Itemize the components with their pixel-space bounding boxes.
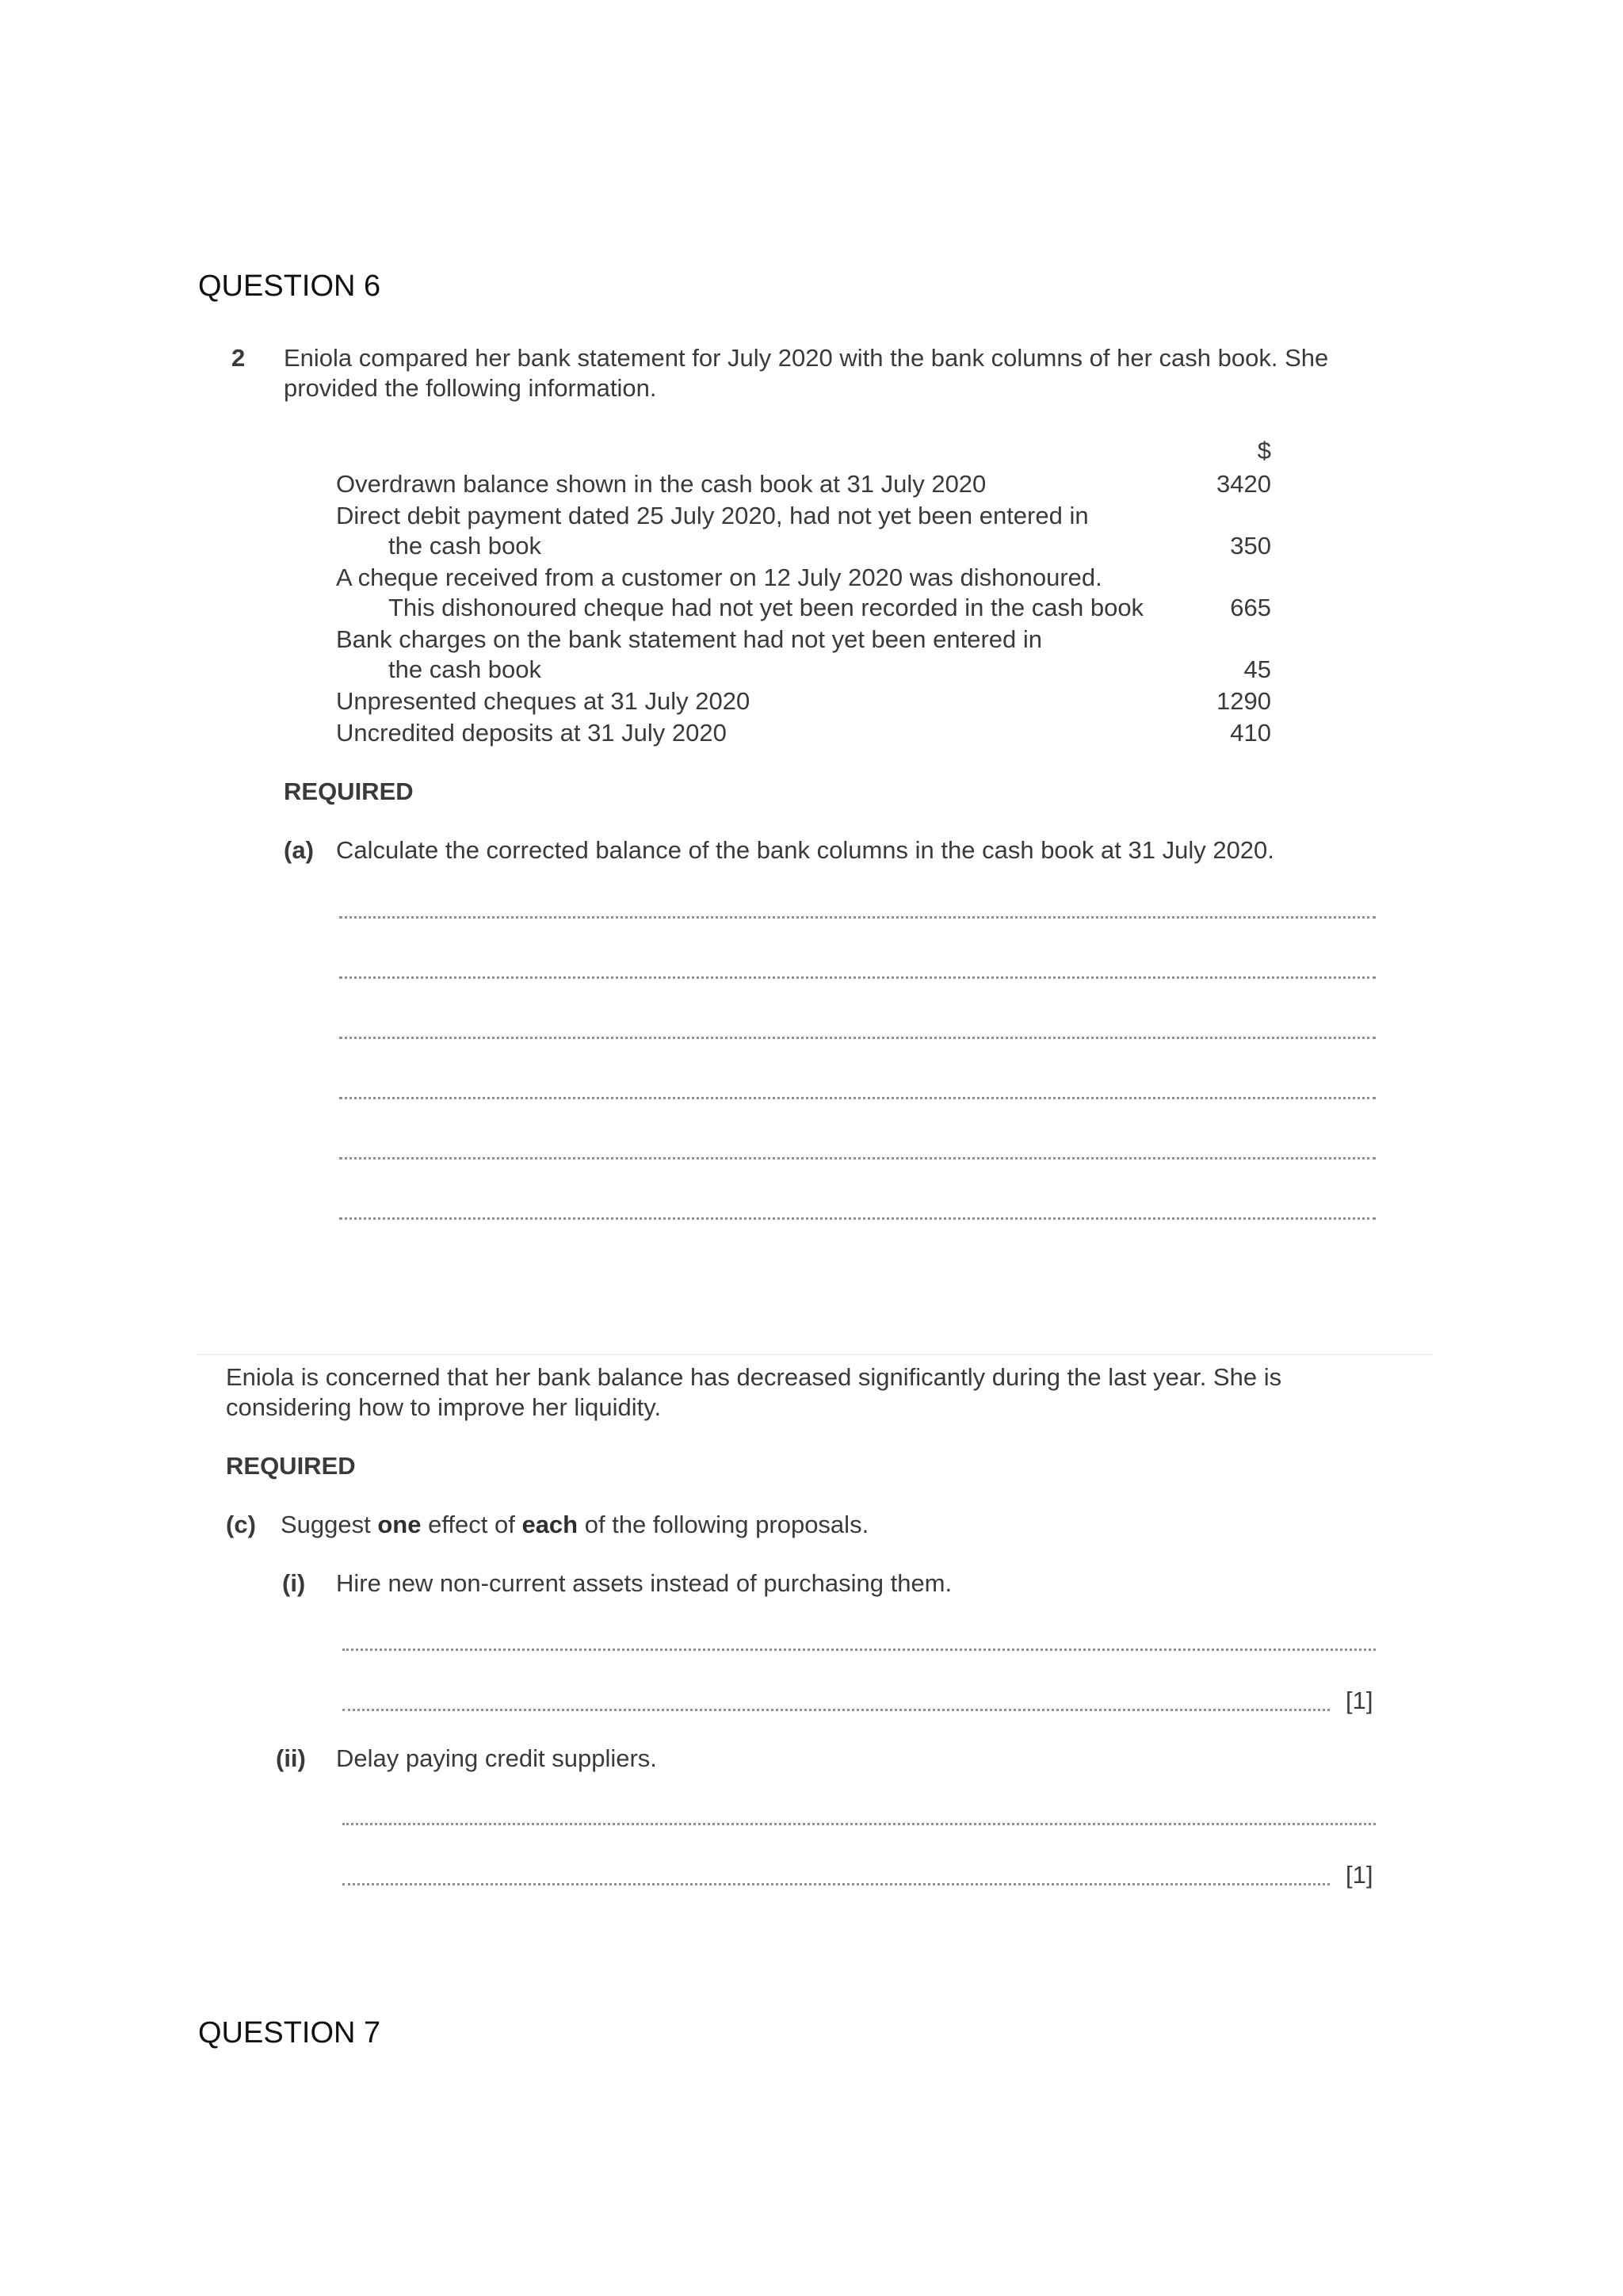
answer-line[interactable] [339, 1097, 1376, 1099]
answer-line[interactable] [342, 1648, 1376, 1651]
part-c-i-label: (i) [282, 1569, 306, 1597]
table-row-label-cont: This dishonoured cheque had not yet been recorded in the cash book [388, 594, 1144, 621]
part-c-i-text: Hire new non-current assets instead of purchasing them. [336, 1569, 953, 1597]
part-a-label: (a) [284, 836, 314, 864]
part-c-ii-label: (ii) [276, 1744, 306, 1772]
table-row-amount: 350 [1230, 532, 1271, 560]
answer-line[interactable] [342, 1823, 1376, 1825]
currency-header: $ [1257, 437, 1271, 464]
table-row-amount: 665 [1230, 594, 1271, 621]
table-row-label: A cheque received from a customer on 12 July 2020 was dishonoured. [336, 563, 1102, 591]
answer-line[interactable] [342, 1883, 1330, 1885]
table-row-label: Overdrawn balance shown in the cash book at 31 July 2020 [336, 470, 987, 498]
table-row-label: Unpresented cheques at 31 July 2020 [336, 687, 750, 715]
table-row-label: Bank charges on the bank statement had not yet been entered in [336, 625, 1043, 653]
part-a-text: Calculate the corrected balance of the bank columns in the cash book at 31 July 2020. [336, 836, 1274, 864]
table-row-label: Uncredited deposits at 31 July 2020 [336, 719, 727, 747]
answer-line[interactable] [339, 916, 1376, 919]
question-number: 2 [231, 344, 246, 372]
mark-allocation: [1] [1346, 1687, 1373, 1714]
question-6-heading: QUESTION 6 [198, 269, 381, 303]
answer-line[interactable] [339, 976, 1376, 979]
part-c-label: (c) [226, 1511, 256, 1538]
required-heading: REQUIRED [284, 777, 414, 805]
part-c-text: Suggest one effect of each of the following proposals. [281, 1511, 869, 1538]
table-row-amount: 1290 [1216, 687, 1271, 715]
table-row-amount: 410 [1230, 719, 1271, 747]
intro-line-2: provided the following information. [284, 374, 657, 402]
table-row-label-cont: the cash book [388, 532, 542, 560]
section-separator [197, 1354, 1433, 1355]
answer-line[interactable] [342, 1709, 1330, 1711]
question-7-heading: QUESTION 7 [198, 2016, 381, 2050]
answer-line[interactable] [339, 1037, 1376, 1039]
mark-allocation: [1] [1346, 1861, 1373, 1889]
table-row-amount: 3420 [1216, 470, 1271, 498]
table-row-amount: 45 [1243, 655, 1271, 683]
table-row-label-cont: the cash book [388, 655, 542, 683]
answer-line[interactable] [339, 1217, 1376, 1220]
answer-line[interactable] [339, 1157, 1376, 1159]
section-intro-line-1: Eniola is concerned that her bank balance has decreased significantly during the last year. She is [226, 1363, 1282, 1391]
required-heading: REQUIRED [226, 1452, 356, 1480]
part-c-ii-text: Delay paying credit suppliers. [336, 1744, 657, 1772]
intro-line-1: Eniola compared her bank statement for July 2020 with the bank columns of her cash book. She [284, 344, 1329, 372]
table-row-label: Direct debit payment dated 25 July 2020, had not yet been entered in [336, 502, 1089, 529]
section-intro-line-2: considering how to improve her liquidity. [226, 1393, 662, 1421]
